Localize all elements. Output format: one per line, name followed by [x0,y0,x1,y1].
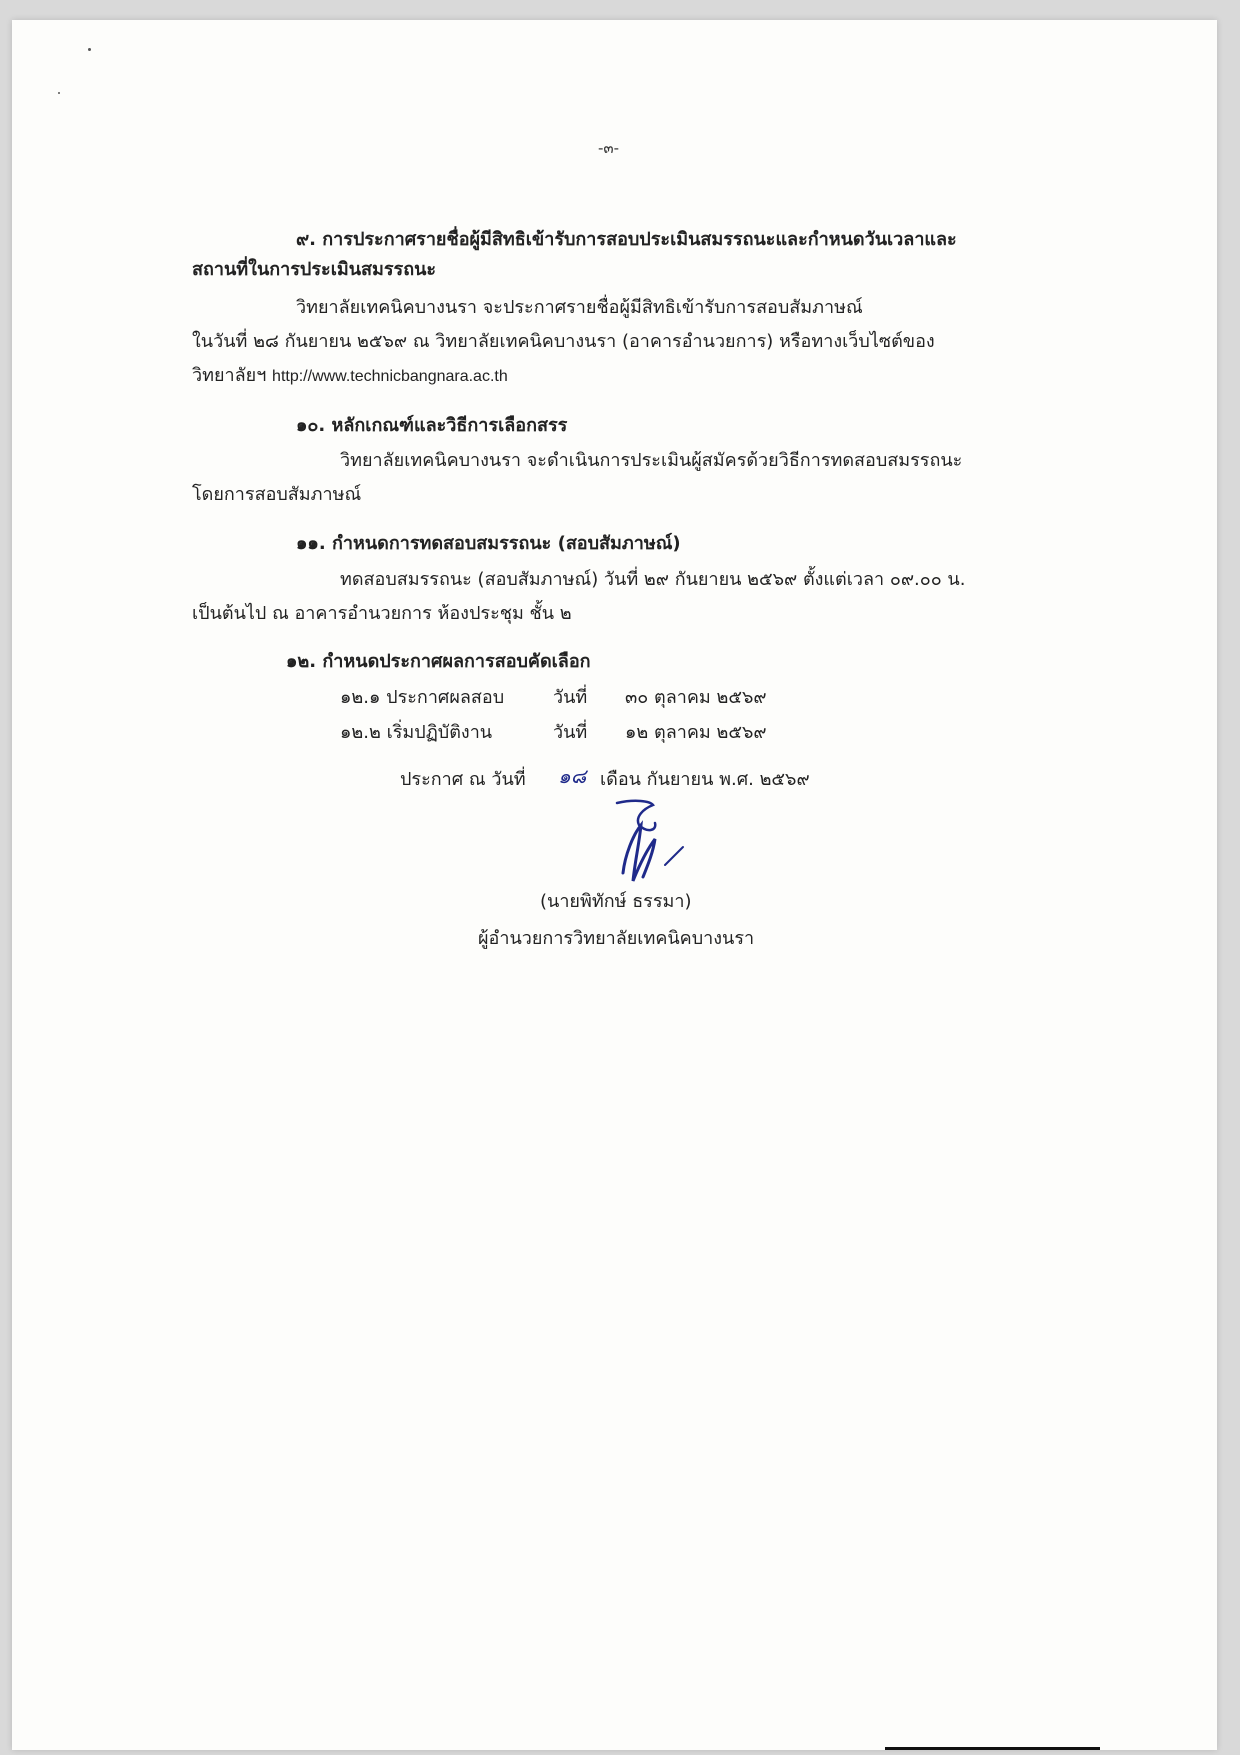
section-12-item-dayword: วันที่ [553,722,588,743]
section-9-heading: ๙. การประกาศรายชื่อผู้มีสิทธิเข้ารับการสอบประเมินสมรรถนะและกำหนดวันเวลาและ [296,229,957,250]
section-10-body: โดยการสอบสัมภาษณ์ [192,484,362,505]
section-12-item-date: ๑๒ ตุลาคม ๒๕๖๙ [625,722,767,743]
signature [595,795,705,895]
section-9-body: วิทยาลัยฯ [192,365,267,386]
scan-speck [88,48,91,51]
section-10-heading: ๑๐. หลักเกณฑ์และวิธีการเลือกสรร [296,415,568,436]
section-9-heading-cont: สถานที่ในการประเมินสมรรถนะ [192,259,437,280]
section-11-body: เป็นต้นไป ณ อาคารอำนวยการ ห้องประชุม ชั้น ๒ [192,603,572,624]
website-url: http://www.technicbangnara.ac.th [272,368,508,385]
section-12-heading: ๑๒. กำหนดประกาศผลการสอบคัดเลือก [286,651,591,672]
section-12-item-dayword: วันที่ [553,687,588,708]
section-12-item-label: ๑๒.๒ เริ่มปฏิบัติงาน [340,722,493,743]
handwritten-day: ๑๘ [558,764,587,788]
section-11-body: ทดสอบสมรรถนะ (สอบสัมภาษณ์) วันที่ ๒๙ กันยายน ๒๕๖๙ ตั้งแต่เวลา ๐๙.๐๐ น. [340,569,966,590]
section-12-item-date: ๓๐ ตุลาคม ๒๕๖๙ [625,687,767,708]
section-12-item-label: ๑๒.๑ ประกาศผลสอบ [340,687,505,708]
scan-speck [58,92,60,94]
signer-title: ผู้อำนวยการวิทยาลัยเทคนิคบางนรา [478,928,755,949]
announce-suffix: เดือน กันยายน พ.ศ. ๒๕๖๙ [600,769,810,790]
section-9-body: วิทยาลัยเทคนิคบางนรา จะประกาศรายชื่อผู้มีสิทธิเข้ารับการสอบสัมภาษณ์ [296,297,863,318]
section-11-heading: ๑๑. กำหนดการทดสอบสมรรถนะ (สอบสัมภาษณ์) [296,533,681,554]
section-9-body-website-line [192,362,508,391]
section-9-body: ในวันที่ ๒๘ กันยายน ๒๕๖๙ ณ วิทยาลัยเทคนิคบางนรา (อาคารอำนวยการ) หรือทางเว็บไซต์ของ [192,331,935,352]
section-10-body: วิทยาลัยเทคนิคบางนรา จะดำเนินการประเมินผู้สมัครด้วยวิธีการทดสอบสมรรถนะ [340,450,963,471]
page-number: -๓- [598,139,620,157]
announce-prefix: ประกาศ ณ วันที่ [400,769,526,790]
footer-rule [885,1747,1100,1750]
signer-name: (นายพิทักษ์ ธรรมา) [540,891,692,912]
